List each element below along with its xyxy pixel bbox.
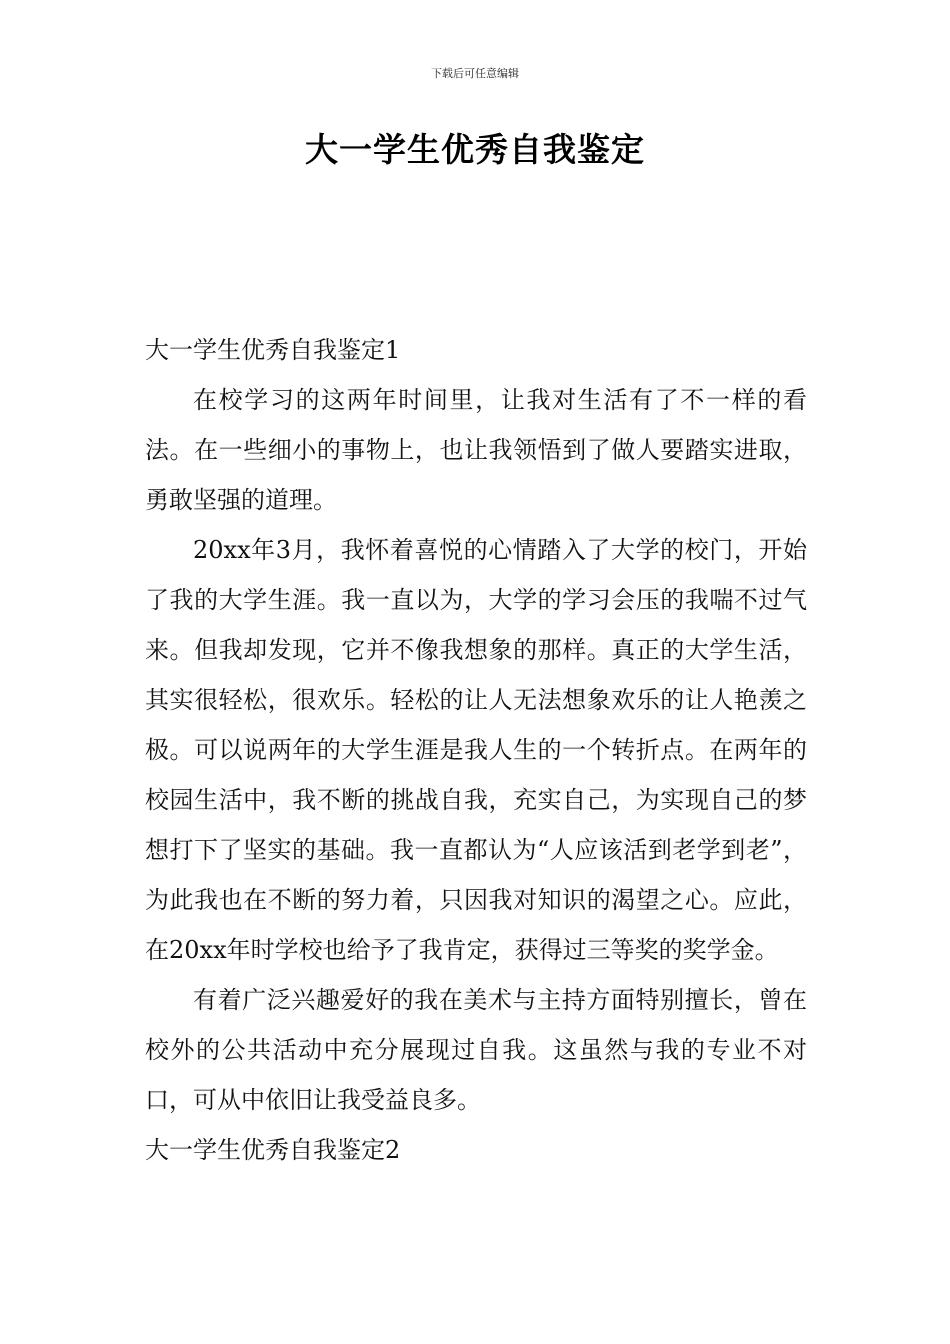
document-title: 大一学生优秀自我鉴定 (305, 130, 645, 169)
paragraph-2: 20xx年3月，我怀着喜悦的心情踏入了大学的校门，开始了我的大学生涯。我一直以为，大学的学习会压的我喘不过气来。但我却发现，它并不像我想象的那样。真正的大学生活，其实很轻松，很欢乐。轻松的让人无法想象欢乐的让人艳羡之极。可以说两年的大学生涯是我人生的一个转折点。在两年的校园生活中，我不断的挑战自我，充实自己，为实现自己的梦想打下了坚实的基础。我一直都认为“人应该活到老学到老”，为此我也在不断的努力着，只因我对知识的渴望之心。应此，在20xx年时学校也给予了我肯定，获得过三等奖的奖学金。 (145, 536, 807, 964)
section-heading-2: 大一学生优秀自我鉴定2 (145, 1136, 401, 1164)
section-heading-1: 大一学生优秀自我鉴定1 (145, 336, 401, 364)
header-note: 下载后可任意编辑 (431, 67, 519, 80)
document-body (145, 325, 807, 1175)
paragraph-3: 有着广泛兴趣爱好的我在美术与主持方面特别擅长，曾在校外的公共活动中充分展现过自我。这虽然与我的专业不对口，可从中依旧让我受益良多。 (145, 986, 807, 1114)
paragraph-1: 在校学习的这两年时间里，让我对生活有了不一样的看法。在一些细小的事物上，也让我领悟到了做人要踏实进取，勇敢坚强的道理。 (145, 386, 807, 514)
